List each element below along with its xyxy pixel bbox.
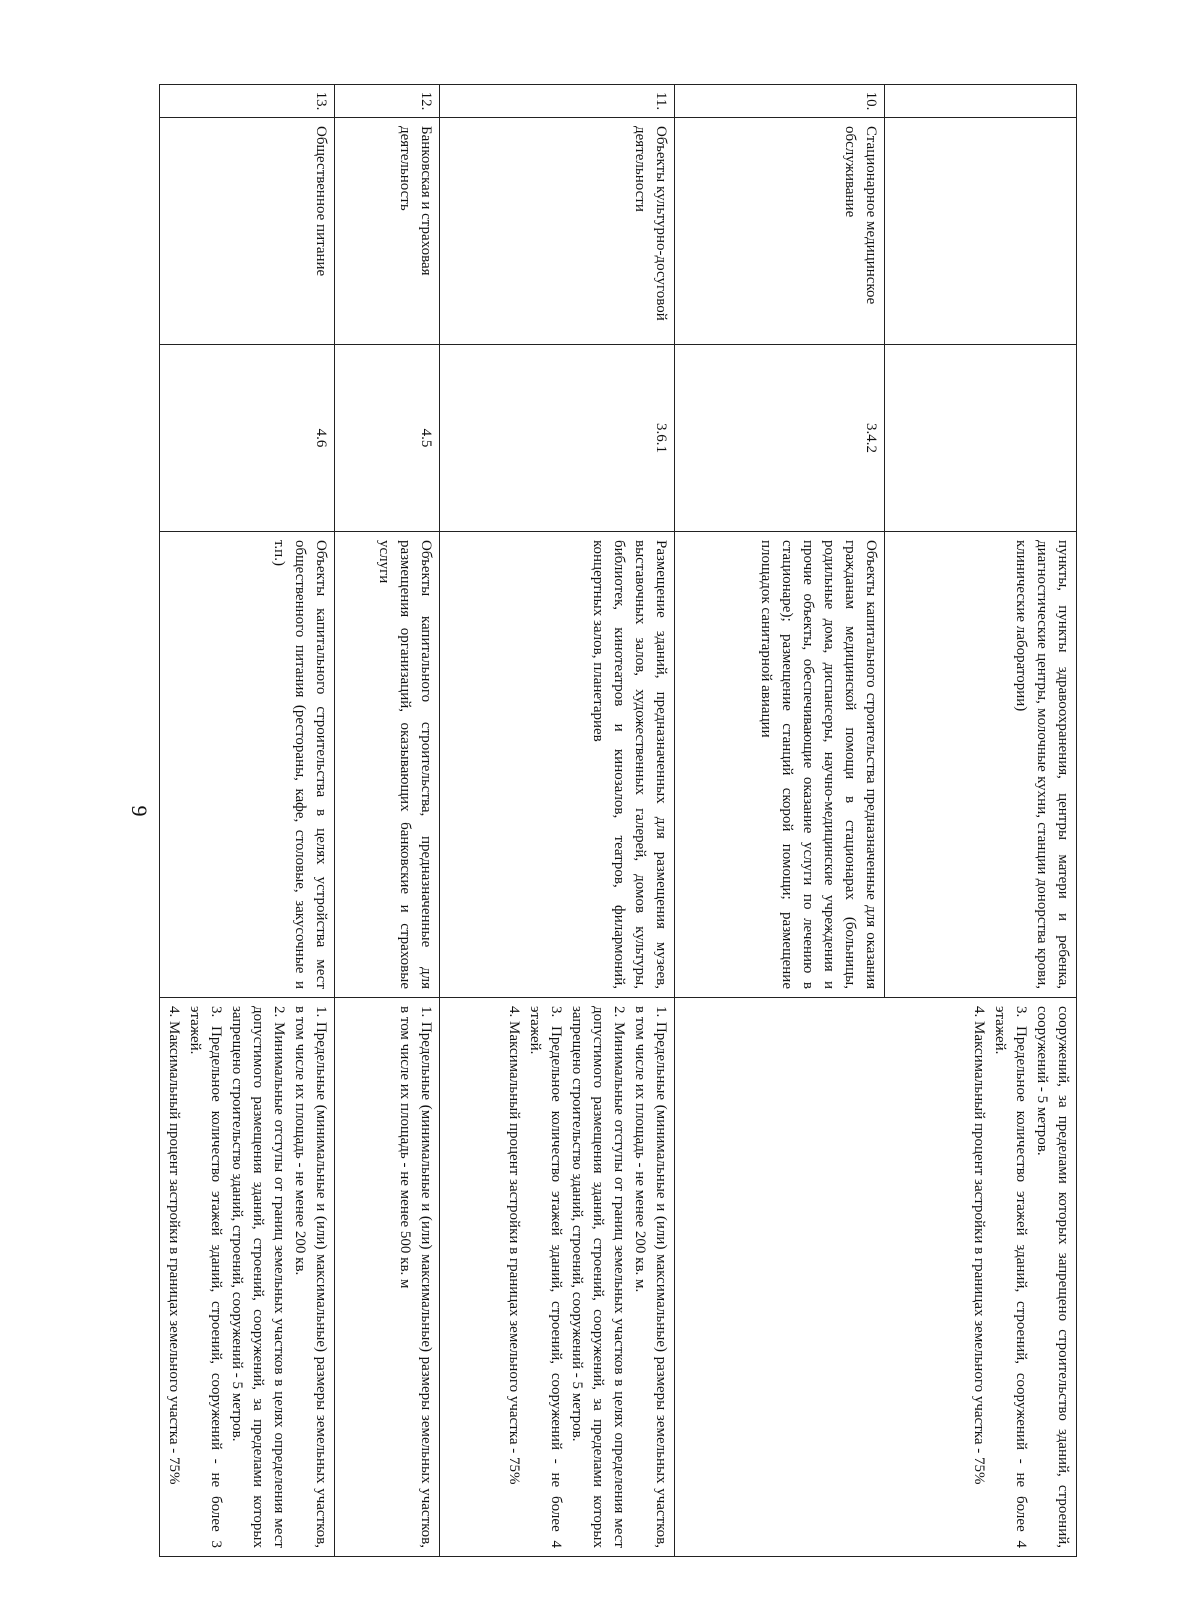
construction-parameters <box>160 998 335 1557</box>
parameter-line: 2. Минимальные отступы от границ земельных участков в целях определения мест допустимого размещения зданий, строений, сооружений, за пределами которых запрещено строительство зданий, строений, сооружений - 5 метров. <box>229 1006 287 1548</box>
row-number <box>885 85 1077 118</box>
parameter-line: 4. Максимальный процент застройки в границах земельного участка - 75% <box>166 1006 182 1485</box>
use-description: пункты, пункты здравоохранения, центры матери и ребенка, диагностические центры, молочные кухни, станции донорства крови, клинические лаборатории) <box>885 532 1077 998</box>
row-number: 13. <box>160 85 335 118</box>
use-description: Размещение зданий, предназначенных для размещения музеев, выставочных залов, художественных галерей, домов культуры, библиотек, кинотеатров и кинозалов, театров, филармоний, концертных залов, планетариев <box>440 532 675 998</box>
classifier-code: 3.6.1 <box>440 345 675 532</box>
classifier-code: 4.6 <box>160 345 335 532</box>
construction-parameters <box>675 998 1077 1557</box>
use-description: Объекты капитального строительства, предназначенные для размещения организаций, оказывающих банковские и страховые услуги <box>335 532 440 998</box>
parameter-line: сооружений, за пределами которых запрещено строительство зданий, строений, сооружений - 5 метров. <box>1034 1006 1071 1548</box>
use-name: Стационарное медицинское обслуживание <box>675 118 885 345</box>
classifier-code: 3.4.2 <box>675 345 885 532</box>
use-description: Объекты капитального строительства предназначенные для оказания гражданам медицинской помощи в стационарах (больницы, родильные дома, диспансеры, научно-медицинские учреждения и прочие объекты, обеспечивающие оказание услуги по лечению в стационаре); размещение станций скорой помощи; размещение площадок санитарной авиации <box>675 532 885 998</box>
parameter-line: 3. Предельное количество этажей зданий, строений, сооружений - не более 4 этажей. <box>992 1006 1029 1548</box>
parameter-line: 4. Максимальный процент застройки в границах земельного участка - 75% <box>506 1006 522 1485</box>
row-number: 12. <box>335 85 440 118</box>
row-number: 11. <box>440 85 675 118</box>
use-name: Общественное питание <box>160 118 335 345</box>
table-row <box>160 85 335 1557</box>
parameter-line: 1. Предельные (минимальные и (или) максимальные) размеры земельных участков, в том числе их площадь - не менее 200 кв. м. <box>632 1006 669 1548</box>
parameter-line: 1. Предельные (минимальные и (или) максимальные) размеры земельных участков, в том числе их площадь - не менее 500 кв. м <box>397 1006 434 1548</box>
page-number: 9 <box>127 805 152 817</box>
classifier-code: 4.5 <box>335 345 440 532</box>
construction-parameters <box>335 998 440 1557</box>
parameter-line: 1. Предельные (минимальные и (или) максимальные) размеры земельных участков, в том числе их площадь - не менее 200 кв. <box>292 1006 329 1548</box>
table-row <box>335 85 440 1557</box>
parameter-line: 3. Предельное количество этажей зданий, строений, сооружений - не более 3 этажей. <box>187 1006 224 1548</box>
parameter-line: 4. Максимальный процент застройки в границах земельного участка - 75% <box>971 1006 987 1485</box>
regulations-table-frame <box>166 84 1077 1556</box>
parameter-line: 2. Минимальные отступы от границ земельных участков в целях определения мест допустимого размещения зданий, строений, сооружений, за пределами которых запрещено строительство зданий, строений, сооружений - 5 метров. <box>569 1006 627 1548</box>
classifier-code <box>885 345 1077 532</box>
use-name <box>885 118 1077 345</box>
use-description: Объекты капитального строительства в целях устройства мест общественного питания (рестораны, кафе, столовые, закусочные и т.п.) <box>160 532 335 998</box>
use-name: Банковская и страховая деятельность <box>335 118 440 345</box>
construction-parameters <box>440 998 675 1557</box>
row-number: 10. <box>675 85 885 118</box>
regulations-table <box>159 84 1077 1557</box>
use-name: Объекты культурно-досуговой деятельности <box>440 118 675 345</box>
table-row <box>885 85 1077 1557</box>
table-row <box>440 85 675 1557</box>
parameter-line: 3. Предельное количество этажей зданий, строений, сооружений - не более 4 этажей. <box>527 1006 564 1548</box>
